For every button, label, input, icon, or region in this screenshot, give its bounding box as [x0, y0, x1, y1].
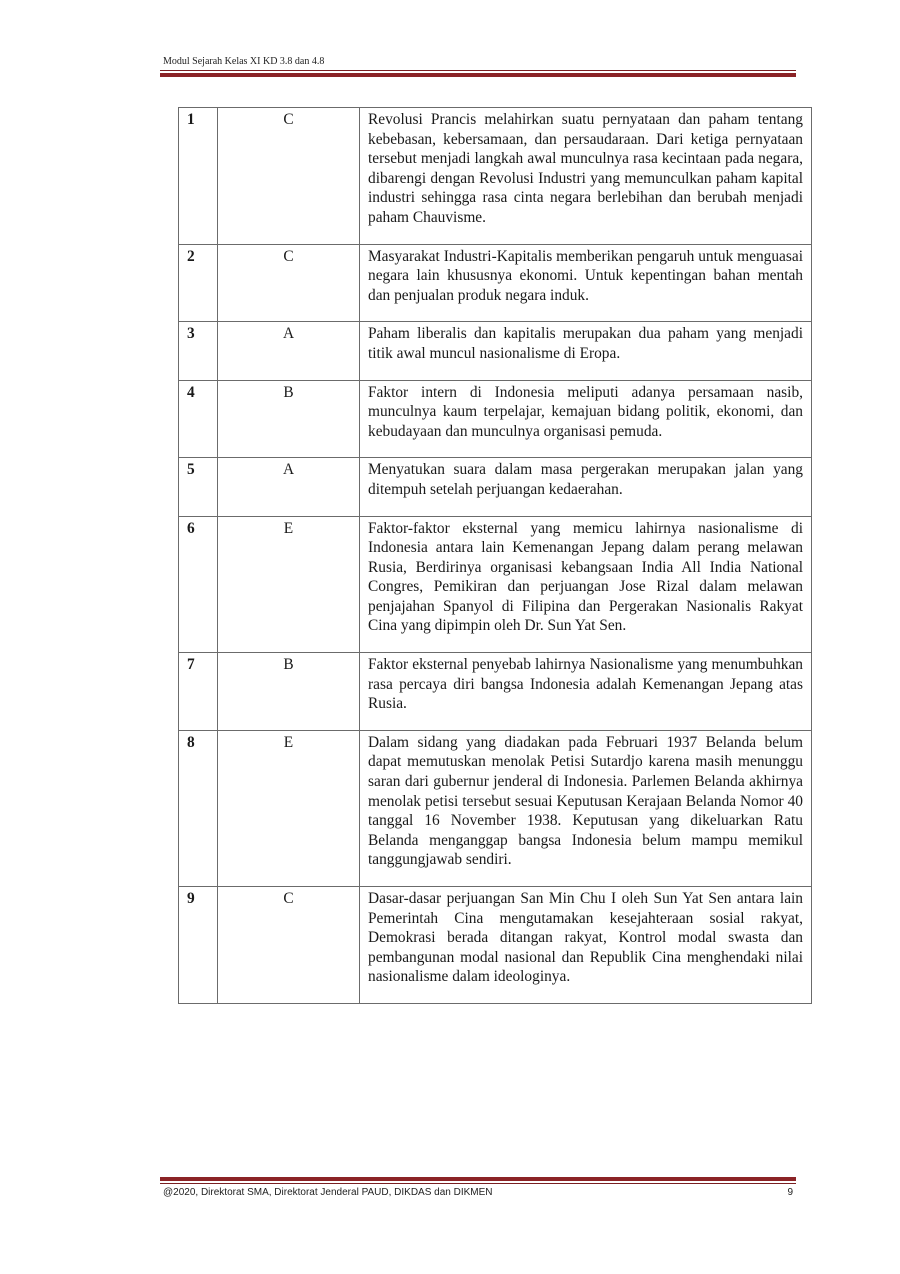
table-row: [179, 458, 812, 516]
explanation-cell: Menyatukan suara dalam masa pergerakan merupakan jalan yang ditempuh setelah perjuangan kedaerahan.: [360, 458, 812, 516]
table-row: [179, 730, 812, 886]
explanation-cell: Faktor intern di Indonesia meliputi adanya persamaan nasib, munculnya kaum terpelajar, kemajuan bidang politik, ekonomi, dan kebudayaan dan munculnya organisasi pemuda.: [360, 380, 812, 458]
question-number-cell: 5: [179, 458, 218, 516]
page-number: 9: [787, 1187, 793, 1198]
question-number-cell: 9: [179, 887, 218, 1004]
answer-key-cell: C: [218, 887, 360, 1004]
answer-key-cell: B: [218, 653, 360, 731]
table-row: [179, 516, 812, 653]
explanation-cell: Dasar-dasar perjuangan San Min Chu I oleh Sun Yat Sen antara lain Pemerintah Cina mengutamakan kesejahteraan sosial rakyat, Demokrasi berada ditangan rakyat, Kontrol modal swasta dan pembangunan modal nasional dan Republik Cina menghendaki nilai nasionalisme dalam ideologinya.: [360, 887, 812, 1004]
answer-key-cell: E: [218, 730, 360, 886]
table-row: [179, 108, 812, 245]
answer-key-cell: C: [218, 108, 360, 245]
table-row: [179, 653, 812, 731]
question-number-cell: 2: [179, 244, 218, 322]
answer-key-cell: B: [218, 380, 360, 458]
answer-key-table: [178, 107, 812, 1004]
footer-rule-thin: [160, 1183, 796, 1184]
explanation-cell: Paham liberalis dan kapitalis merupakan dua paham yang menjadi titik awal muncul nasionalisme di Eropa.: [360, 322, 812, 380]
explanation-cell: Dalam sidang yang diadakan pada Februari 1937 Belanda belum dapat memutuskan menolak Petisi Sutardjo karena masih menunggu saran dari gubernur jenderal di Indonesia. Parlemen Belanda akhirnya menolak petisi tersebut sesuai Keputusan Kerajaan Belanda Nomor 40 tanggal 16 November 1938. Keputusan yang dikeluarkan Ratu Belanda menganggap bangsa Indonesia belum mampu memikul tanggungjawab sendiri.: [360, 730, 812, 886]
footer-rule-thick: [160, 1177, 796, 1181]
answer-key-cell: E: [218, 516, 360, 653]
answer-key-cell: A: [218, 458, 360, 516]
question-number-cell: 7: [179, 653, 218, 731]
header-rule-thin: [160, 70, 796, 71]
answer-key-cell: C: [218, 244, 360, 322]
explanation-cell: Faktor eksternal penyebab lahirnya Nasionalisme yang menumbuhkan rasa percaya diri bangsa Indonesia adalah Kemenangan Jepang atas Rusia.: [360, 653, 812, 731]
page-header-title: Modul Sejarah Kelas XI KD 3.8 dan 4.8: [163, 56, 325, 67]
question-number-cell: 8: [179, 730, 218, 886]
header-rule-thick: [160, 73, 796, 77]
table-row: [179, 887, 812, 1004]
explanation-cell: Revolusi Prancis melahirkan suatu pernyataan dan paham tentang kebebasan, kebersamaan, dan persaudaraan. Dari ketiga pernyataan tersebut menjadi langkah awal munculnya rasa kecintaan pada negara, dibarengi dengan Revolusi Industri yang memunculkan paham kapital industri sehingga rasa cinta negara berlebihan dan berubah menjadi paham Chauvisme.: [360, 108, 812, 245]
explanation-cell: Masyarakat Industri-Kapitalis memberikan pengaruh untuk menguasai negara lain khususnya ekonomi. Untuk kepentingan bahan mentah dan penjualan produk negara induk.: [360, 244, 812, 322]
table-row: [179, 322, 812, 380]
answer-key-cell: A: [218, 322, 360, 380]
explanation-cell: Faktor-faktor eksternal yang memicu lahirnya nasionalisme di Indonesia antara lain Kemenangan Jepang dalam perang melawan Rusia, Berdirinya organisasi kebangsaan India All India National Congres, Pemikiran dan perjuangan Jose Rizal dalam melawan penjajahan Spanyol di Filipina dan Pergerakan Nasionalis Rakyat Cina yang dipimpin oleh Dr. Sun Yat Sen.: [360, 516, 812, 653]
question-number-cell: 1: [179, 108, 218, 245]
footer-credit: @2020, Direktorat SMA, Direktorat Jenderal PAUD, DIKDAS dan DIKMEN: [163, 1187, 493, 1198]
question-number-cell: 6: [179, 516, 218, 653]
question-number-cell: 4: [179, 380, 218, 458]
page-footer: [163, 1187, 793, 1198]
table-row: [179, 380, 812, 458]
table-row: [179, 244, 812, 322]
question-number-cell: 3: [179, 322, 218, 380]
